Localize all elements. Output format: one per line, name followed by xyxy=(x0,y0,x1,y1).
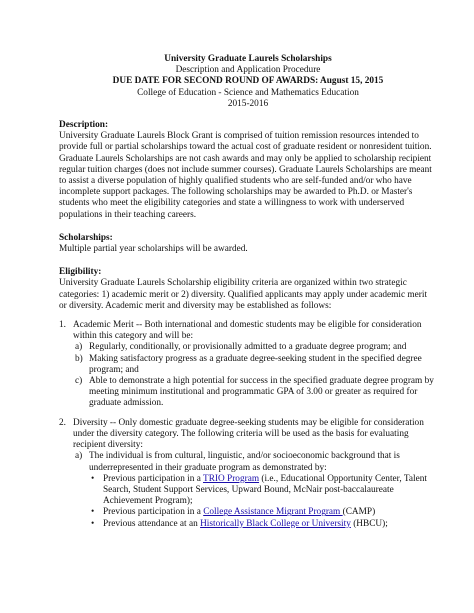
sub-item-label: b) xyxy=(75,353,83,364)
sub-item-label: a) xyxy=(75,451,83,462)
bullet-text-pre: Previous participation in a xyxy=(103,507,204,518)
item-text: Diversity -- Only domestic graduate degree-seeking students may be eligible for consideration under the diversity category. The following criteria will be used as the basis for evaluating recipient diversity: xyxy=(73,417,424,451)
document-title: University Graduate Laurels Scholarships xyxy=(164,54,332,64)
hbcu-link[interactable]: Historically Black College or University xyxy=(200,518,351,529)
bullet-text-pre: Previous participation in a xyxy=(103,473,204,484)
academic-year: 2015-2016 xyxy=(227,98,269,109)
sub-item-a xyxy=(73,451,437,473)
criteria-item-academic-merit xyxy=(59,320,437,410)
sub-item-text: Regularly, conditionally, or provisionally admitted to a graduate degree program; and xyxy=(89,342,407,353)
sub-item-label: a) xyxy=(75,342,83,353)
bullet-item-camp xyxy=(87,507,437,518)
bullet-text-post: (i.e., Educational Opportunity Center, Talent Search, Student Support Services, Upward Bound, McNair post-baccalaureate Achievement Program); xyxy=(103,473,427,507)
sub-item-a xyxy=(73,342,437,353)
bullet-icon: • xyxy=(91,518,95,529)
sub-item-text: Making satisfactory progress as a graduate degree-seeking student in the specified degree program; and xyxy=(89,353,422,375)
description-heading: Description: xyxy=(59,120,109,131)
bullet-text-post: (HBCU); xyxy=(350,518,388,529)
trio-program-link[interactable]: TRIO Program xyxy=(203,473,260,484)
college-name: College of Education - Science and Mathematics Education xyxy=(137,87,359,98)
bullet-item-trio xyxy=(87,474,437,508)
bullet-icon: • xyxy=(91,507,95,518)
sub-item-b xyxy=(73,354,437,376)
bullet-item-hbcu xyxy=(87,519,437,530)
criteria-item-diversity xyxy=(59,418,437,530)
bullet-icon: • xyxy=(91,473,95,484)
bullet-text-pre: Previous attendance at an xyxy=(103,518,201,529)
document-subtitle: Description and Application Procedure xyxy=(175,65,321,76)
item-number: 1. xyxy=(59,320,66,331)
description-text: University Graduate Laurels Block Grant is comprised of tuition remission resources intended to provide full or partial scholarships toward the actual cost of graduate resident or nonresident tuition. Graduate Laurels Scholarships are not cash awards and may only be applied to scholarship recipient regular tuition charges (does not include summer courses). Graduate Laurels Scholarships are meant to assist a diverse population of highly qualified students who are self-funded and/or who have incomplete support packages. The following scholarships may be awarded to Ph.D. or Master's students who meet the eligibility categories and state a willingness to work with underserved populations in their teaching careers. xyxy=(59,131,432,220)
scholarships-text: Multiple partial year scholarships will be awarded. xyxy=(59,244,248,255)
eligibility-text: University Graduate Laurels Scholarship eligibility criteria are organized within two strategic categories: 1) academic merit or 2) diversity. Qualified applicants may apply under academic merit or diversity. Academic merit and diversity may be established as follows: xyxy=(59,278,428,311)
sub-item-c xyxy=(73,376,437,410)
sub-item-label: c) xyxy=(75,376,83,387)
item-number: 2. xyxy=(59,417,66,428)
sub-item-text: Able to demonstrate a high potential for success in the specified graduate degree program by meeting minimum institutional and programmatic GPA of 3.00 or greater as required for graduate admission. xyxy=(89,376,434,409)
sub-item-text: The individual is from cultural, linguistic, and/or socioeconomic background that is underrepresented in their graduate program as demonstrated by: xyxy=(89,451,400,473)
due-date: DUE DATE FOR SECOND ROUND OF AWARDS: August 15, 2015 xyxy=(112,76,384,87)
bullet-text-post: (CAMP) xyxy=(342,507,376,518)
scholarships-heading: Scholarships: xyxy=(59,232,113,243)
item-text: Academic Merit -- Both international and domestic students may be eligible for consideration within this category and will be: xyxy=(73,320,422,342)
camp-link[interactable]: College Assistance Migrant Program xyxy=(203,507,343,518)
document-content xyxy=(59,54,437,530)
bullet-list xyxy=(73,474,437,530)
eligibility-heading: Eligibility: xyxy=(59,267,102,278)
document-header xyxy=(59,54,437,110)
